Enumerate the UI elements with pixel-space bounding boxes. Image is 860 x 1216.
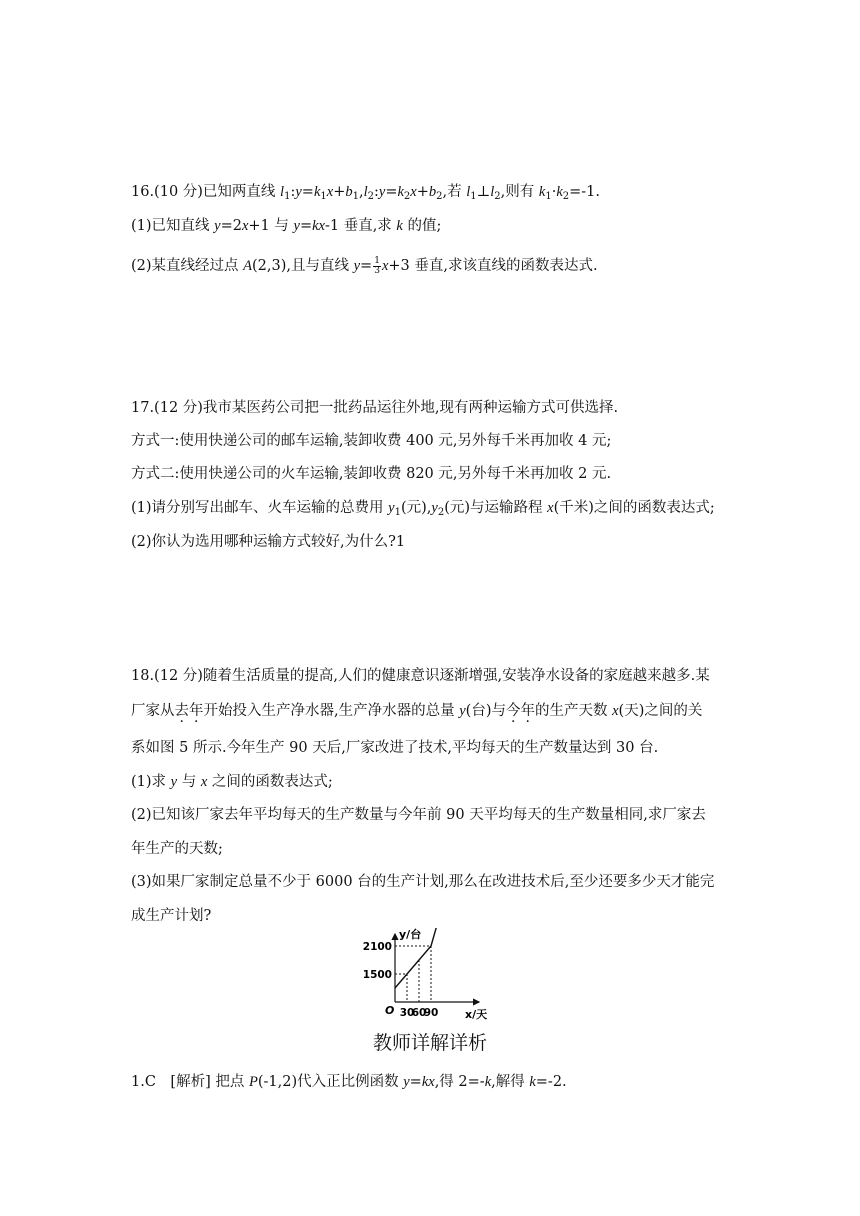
guide-lines xyxy=(395,946,431,1002)
q16-title: 16.(10 分)已知两直线 $l_1:y=k_1x+b_1,l_2:y=k_2x+b_2$,若 $l_1\perp l_2$,则有 $k_1\cdot k_2=-1$. xyxy=(131,184,601,202)
answer-1: 1.C [解析] 把点 P(-1,2)代入正比例函数 y=kx,得 2=-k,解得 k=-2. xyxy=(131,1074,567,1090)
q17-part1: (1)请分别写出邮车、火车运输的总费用 $y_1$(元)$,y_2$(元)与运输路程 x(千米)之间的函数表达式; xyxy=(131,500,715,518)
production-chart xyxy=(355,928,495,1024)
q18-part2-line2: 年生产的天数; xyxy=(131,841,223,857)
fraction-one-third: $\frac{1}{3}$ xyxy=(374,255,380,276)
q17-way2: 方式二:使用快递公司的火车运输,装卸收费 820 元,另外每千米再加收 2 元. xyxy=(131,466,612,482)
teacher-solution-heading: 教师详解详析 xyxy=(372,1032,487,1054)
q18-part2-line1: (2)已知该厂家去年平均每天的生产数量与今年前 90 天平均每天的生产数量相同,求厂家去 xyxy=(131,807,706,823)
q18-part3-line2: 成生产计划? xyxy=(131,908,212,924)
q18-part1: (1)求 y 与 x 之间的函数表达式; xyxy=(131,774,333,790)
y-tick-labels xyxy=(363,941,392,981)
q18-line1: 18.(12 分)随着生活质量的提高,人们的健康意识逐渐增强,安装净水设备的家庭越来越多.某 xyxy=(131,668,710,684)
q17-title: 17.(12 分)我市某医药公司把一批药品运往外地,现有两种运输方式可供选择. xyxy=(131,400,619,416)
y-tick-2100: 2100 xyxy=(362,941,392,953)
x-tick-30: 30 xyxy=(399,1007,415,1019)
q16-part2: (2)某直线经过点 A(2,3),且与直线 y= $\frac{1}{3}$ x+3 垂直,求该直线的函数表达式. xyxy=(131,255,598,276)
x-tick-90: 90 xyxy=(423,1007,439,1019)
x-tick-labels xyxy=(400,1007,439,1019)
q18-line3: 系如图 5 所示.今年生产 90 天后,厂家改进了技术,平均每天的生产数量达到 30 台. xyxy=(131,740,659,756)
origin-label: O xyxy=(385,1004,395,1017)
x-axis-label: x/天 xyxy=(465,1008,488,1021)
y-tick-1500: 1500 xyxy=(362,969,392,981)
q16-part1: (1)已知直线 y=2x+1 与 y=kx-1 垂直,求 k 的值; xyxy=(131,218,442,234)
q17-part2: (2)你认为选用哪种运输方式较好,为什么?1 xyxy=(131,534,406,550)
q17-way1: 方式一:使用快递公司的邮车运输,装卸收费 400 元,另外每千米再加收 4 元; xyxy=(131,433,612,449)
q18-part3-line1: (3)如果厂家制定总量不少于 6000 台的生产计划,那么在改进技术后,至少还要多少天才能完 xyxy=(131,874,715,890)
x-tick-60: 60 xyxy=(411,1007,427,1019)
q18-line2: 厂家从去年开始投入生产净水器,生产净水器的总量 y(台)与今年的生产天数 x(天)之间的关 xyxy=(131,703,703,719)
y-axis-label: y/台 xyxy=(399,928,422,941)
